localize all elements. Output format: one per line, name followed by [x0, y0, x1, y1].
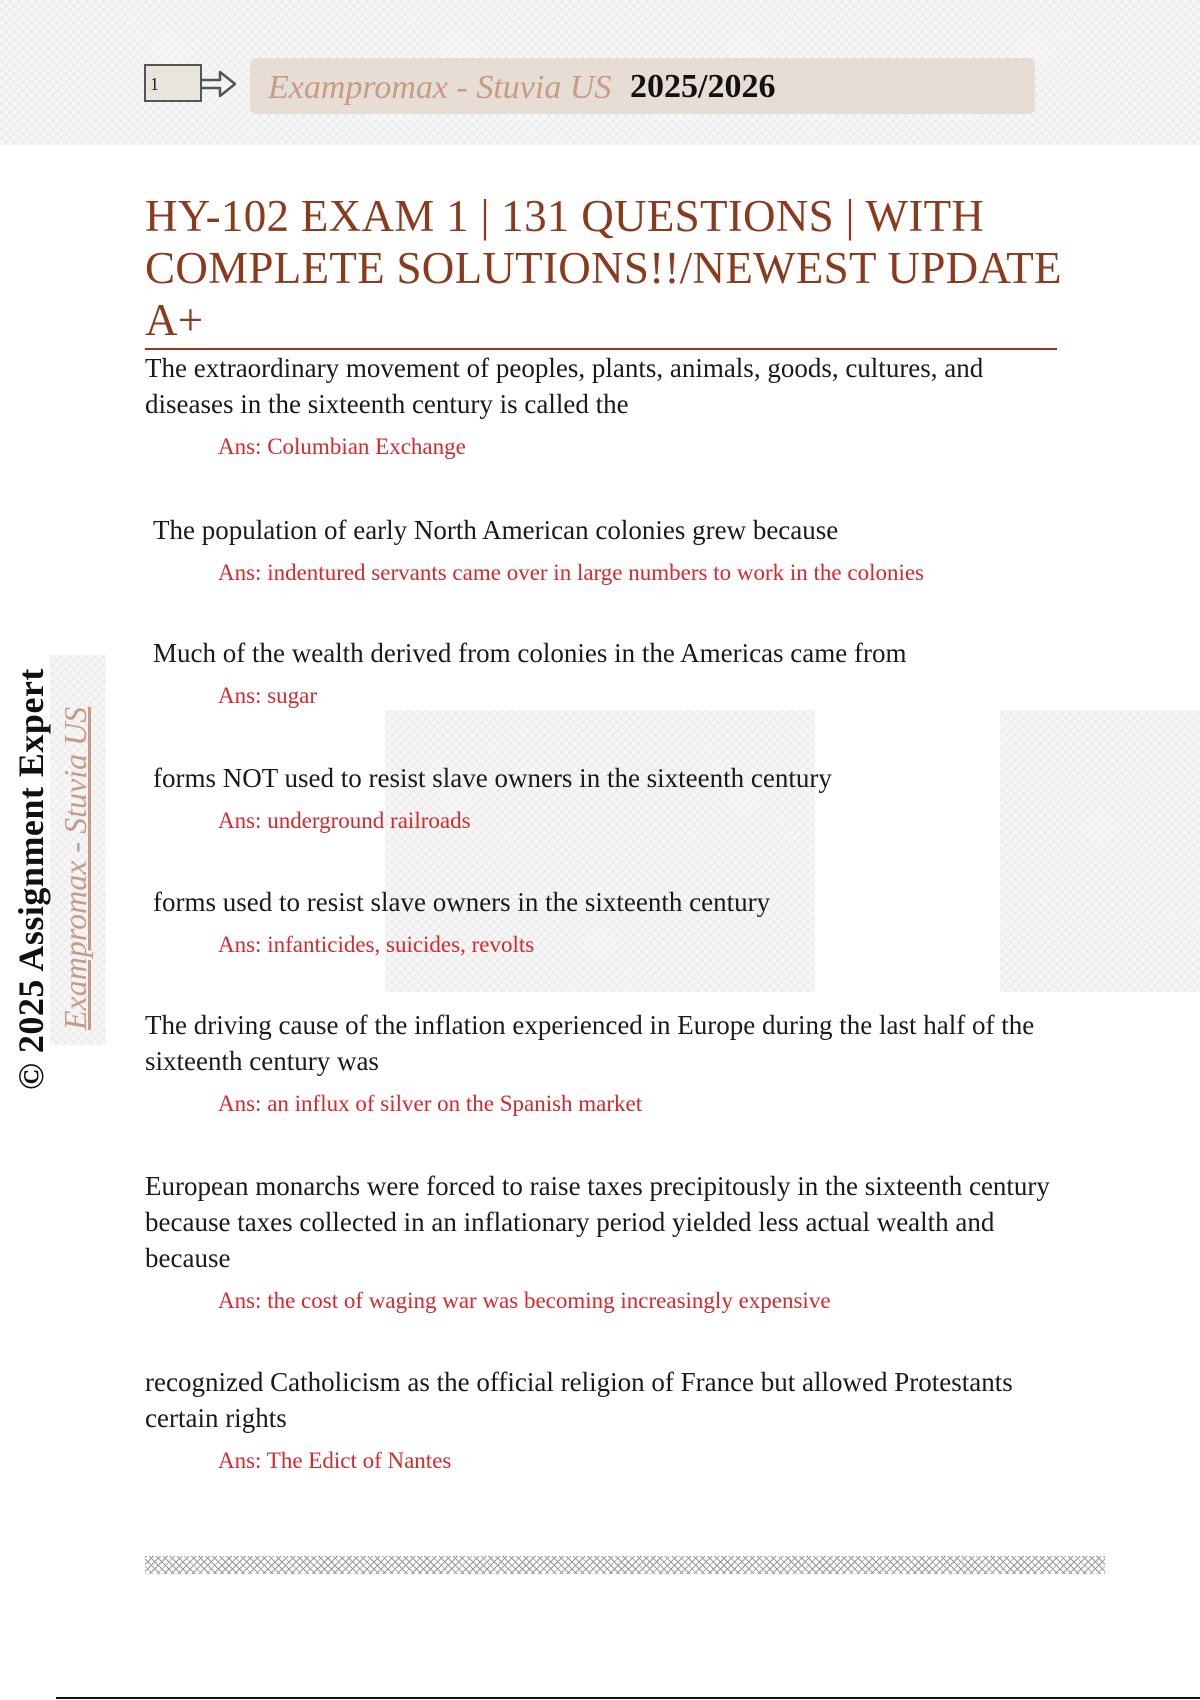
qa-item: [145, 884, 1065, 960]
question-text: Much of the wealth derived from colonies in the Americas came from: [153, 638, 907, 668]
question-text: European monarchs were forced to raise taxes precipitously in the sixteenth century because taxes collected in an inflationary period yielded less actual wealth and because: [145, 1171, 1050, 1273]
answer-text: Ans: indentured servants came over in large numbers to work in the colonies: [218, 560, 925, 585]
qa-item: [145, 1364, 1065, 1476]
footer-rule: [56, 1697, 1200, 1699]
answer-text: Ans: underground railroads: [218, 808, 471, 833]
qa-item: [145, 512, 1065, 588]
decorative-divider: [145, 1556, 1105, 1574]
arrow-right-icon: [200, 68, 238, 100]
question-text: recognized Catholicism as the official religion of France but allowed Protestants certain rights: [145, 1367, 1013, 1433]
header-year: 2025/2026: [630, 68, 776, 105]
question-text: The population of early North American colonies grew because: [153, 515, 839, 545]
answer-text: Ans: sugar: [218, 683, 318, 708]
answer-text: Ans: Columbian Exchange: [218, 434, 466, 459]
header-bar: [250, 58, 1035, 114]
answer-text: Ans: The Edict of Nantes: [218, 1448, 452, 1473]
answer-text: Ans: an influx of silver on the Spanish market: [218, 1091, 643, 1116]
qa-item: [145, 635, 1065, 711]
qa-item: [145, 350, 1065, 462]
question-text: forms NOT used to resist slave owners in the sixteenth century: [153, 763, 832, 793]
sidebar-brand: Exampromax - Stuvia US: [57, 706, 93, 1030]
question-text: forms used to resist slave owners in the sixteenth century: [153, 887, 771, 917]
header-brand: Exampromax - Stuvia US: [268, 69, 612, 106]
question-text: The driving cause of the inflation experienced in Europe during the last half of the sixteenth century was: [145, 1010, 1035, 1076]
question-text: The extraordinary movement of peoples, plants, animals, goods, cultures, and diseases in the sixteenth century is called the: [145, 353, 984, 419]
document-title: HY-102 EXAM 1 | 131 QUESTIONS | WITH COMPLETE SOLUTIONS!!/NEWEST UPDATE A+: [145, 191, 1062, 345]
qa-item: [145, 1007, 1065, 1119]
page-number: 1: [150, 74, 159, 94]
qa-item: [145, 1168, 1065, 1316]
qa-item: [145, 760, 1065, 836]
page-number-box: [144, 64, 202, 102]
sidebar-copyright: © 2025 Assignment Expert: [11, 668, 51, 1090]
answer-text: Ans: infanticides, suicides, revolts: [218, 932, 535, 957]
answer-text: Ans: the cost of waging war was becoming increasingly expensive: [218, 1288, 831, 1313]
